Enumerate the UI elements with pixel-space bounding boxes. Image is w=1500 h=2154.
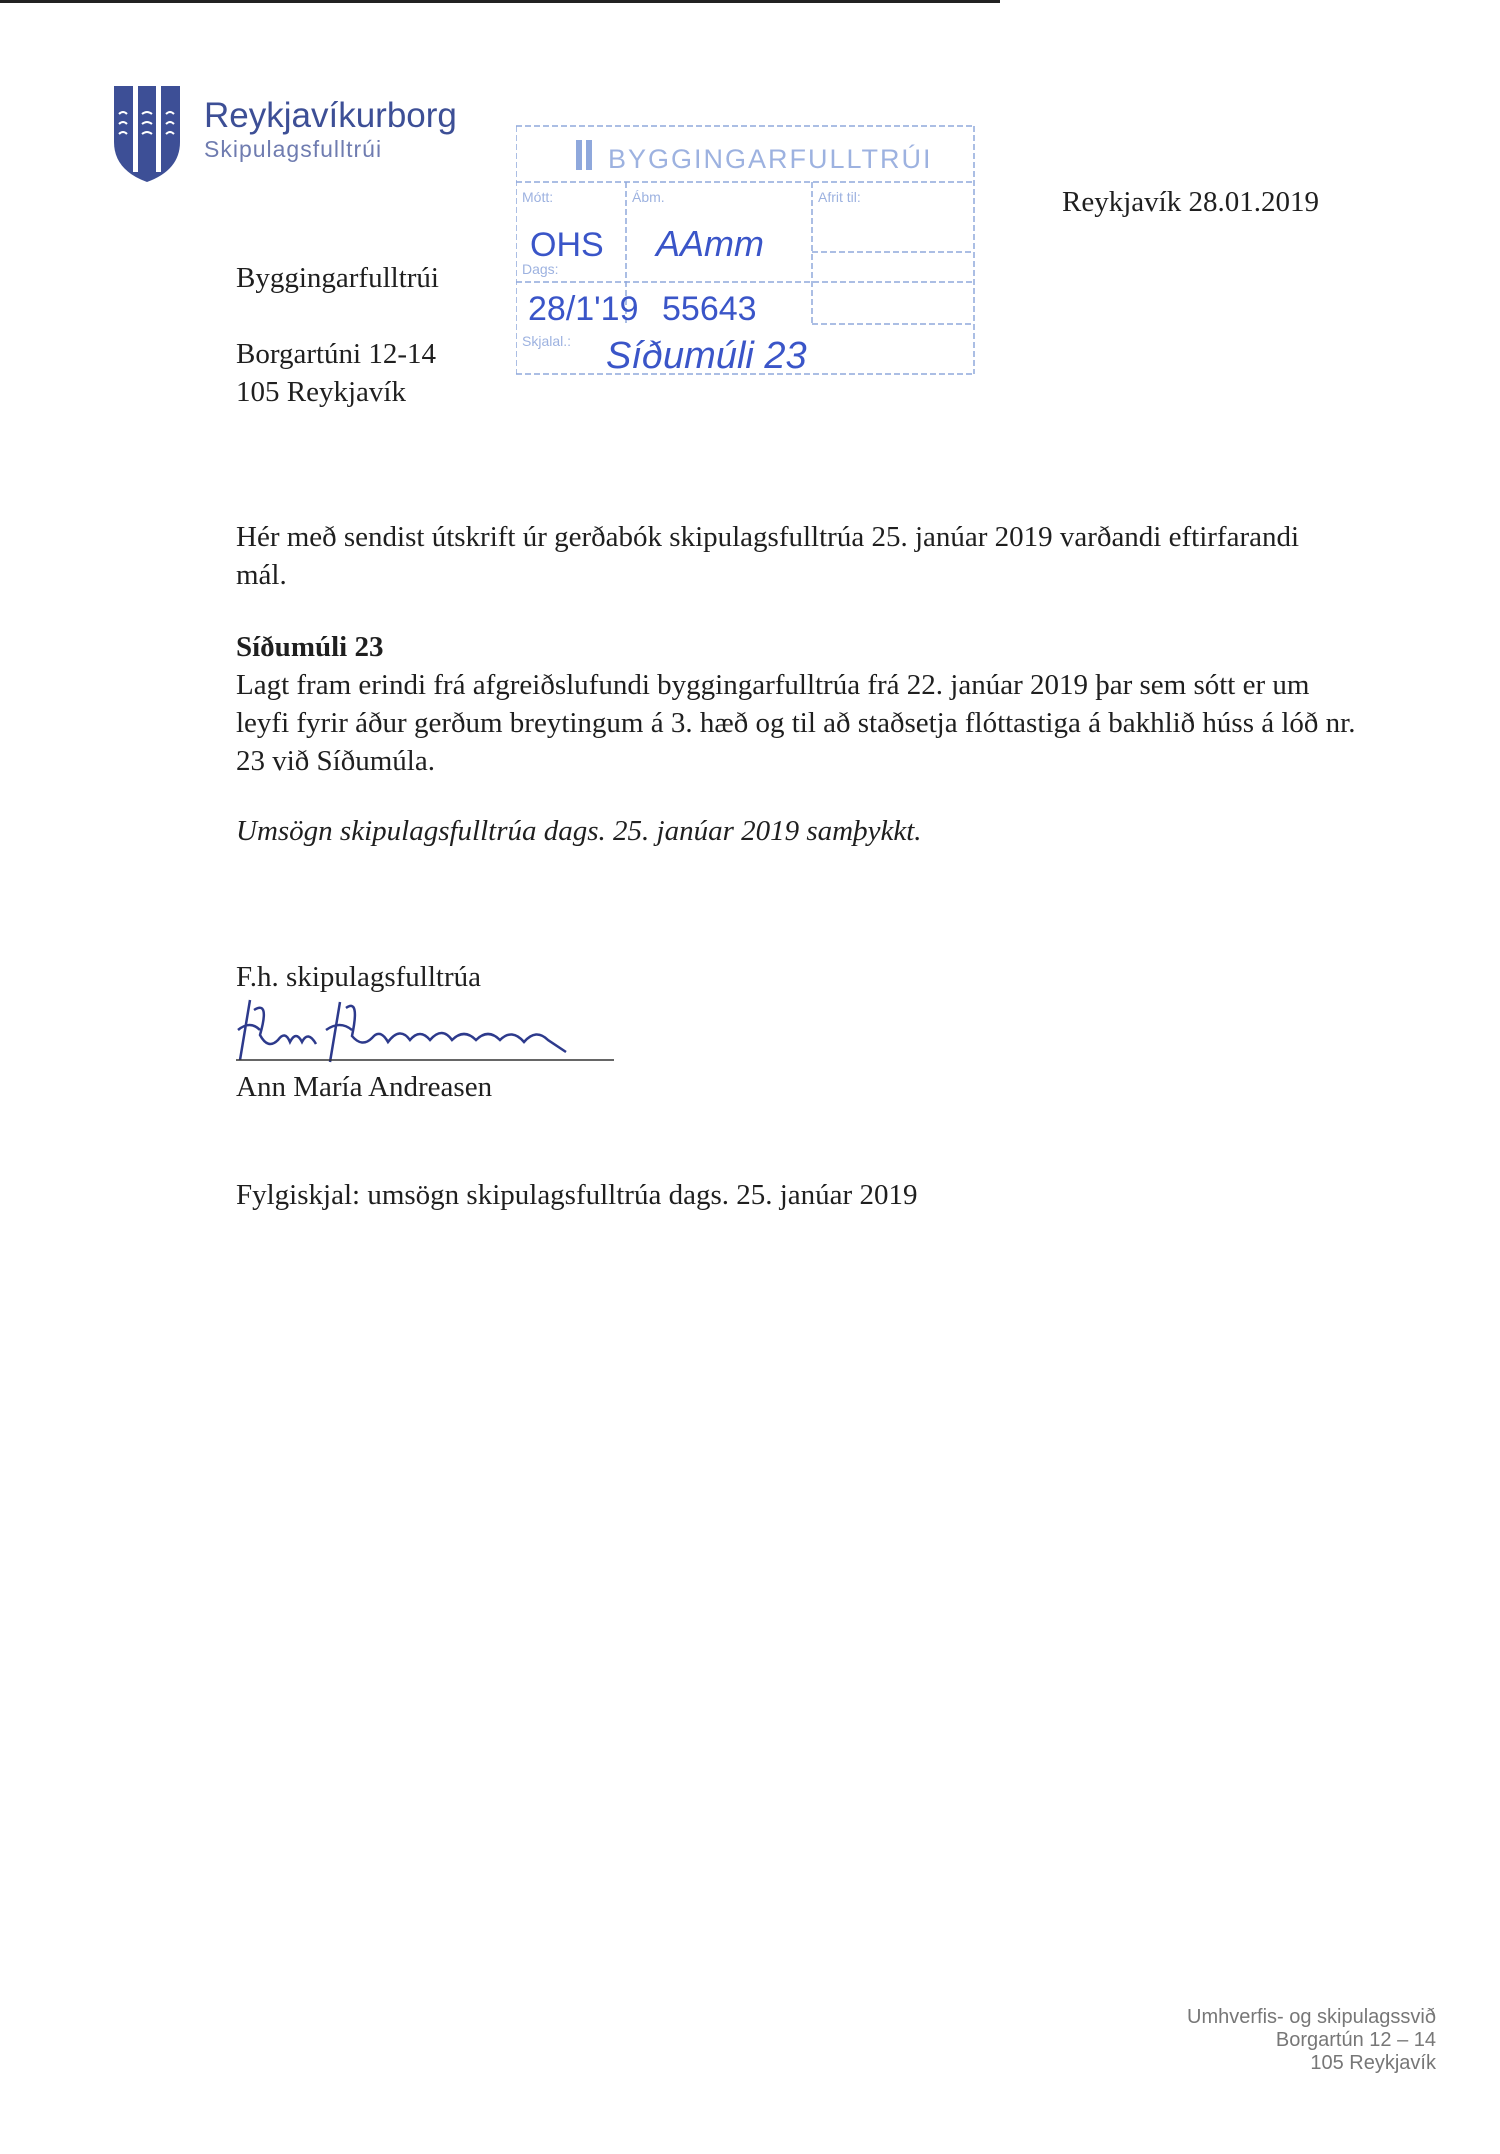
signatory-name: Ann María Andreasen: [236, 1071, 493, 1103]
letter-date: Reykjavík 28.01.2019: [1062, 186, 1319, 218]
intro-paragraph: Hér með sendist útskrift úr gerðabók skipulagsfulltrúa 25. janúar 2019 varðandi eftirfarandi mál.: [236, 521, 1300, 591]
received-stamp: [516, 124, 976, 376]
signature-on-behalf: F.h. skipulagsfulltrúa: [236, 961, 481, 993]
stamp-emblem-icon: [576, 140, 582, 170]
stamp-label-dags: Dags:: [522, 261, 559, 277]
stamp-hand-number: 55643: [662, 290, 757, 328]
footer-address: [1187, 2006, 1436, 2075]
stamp-label-abm: Ábm.: [632, 189, 665, 205]
stamp-hand-initials: OHS: [530, 226, 604, 264]
stamp-label-skjalalykill: Skjalal.:: [522, 333, 572, 349]
stamp-title: BYGGINGARFULLTRÚI: [608, 144, 933, 174]
scan-edge: [0, 0, 1000, 3]
stamp-hand-abm: AAmm: [656, 223, 764, 264]
attachment-note: Fylgiskjal: umsögn skipulagsfulltrúa dags. 25. janúar 2019: [236, 1179, 918, 1211]
case-title: Síðumúli 23: [236, 631, 384, 663]
recipient-street: Borgartúni 12-14: [236, 338, 437, 370]
stamp-hand-date: 28/1'19: [528, 290, 639, 328]
stamp-label-mottekid: Mótt:: [522, 189, 554, 205]
org-subtitle: Skipulagsfulltrúi: [204, 136, 383, 162]
case-description: Lagt fram erindi frá afgreiðslufundi byggingarfulltrúa frá 22. janúar 2019 þar sem sótt er um leyfi fyrir áður gerðum breytingum á 3. hæð og til að staðsetja flóttastiga á bakhlið húss á lóð nr. 23 við Síðumúla.: [236, 669, 1356, 777]
recipient-city: 105 Reykjavík: [236, 376, 406, 408]
recipient-name: Byggingarfulltrúi: [236, 262, 439, 294]
footer-line-3: 105 Reykjavík: [1310, 2052, 1436, 2074]
handwritten-signature: [230, 990, 670, 1068]
footer-line-2: Borgartún 12 – 14: [1275, 2029, 1436, 2051]
decision-text: Umsögn skipulagsfulltrúa dags. 25. janúar 2019 samþykkt.: [236, 815, 922, 847]
org-name: Reykjavíkurborg: [204, 96, 457, 135]
org-header: [204, 96, 457, 162]
footer-line-1: Umhverfis- og skipulagssvið: [1187, 2006, 1436, 2028]
stamp-hand-subject: Síðumúli 23: [606, 335, 807, 376]
reykjavik-shield-icon: [112, 84, 182, 184]
stamp-label-afrit: Afrit til:: [818, 189, 861, 205]
